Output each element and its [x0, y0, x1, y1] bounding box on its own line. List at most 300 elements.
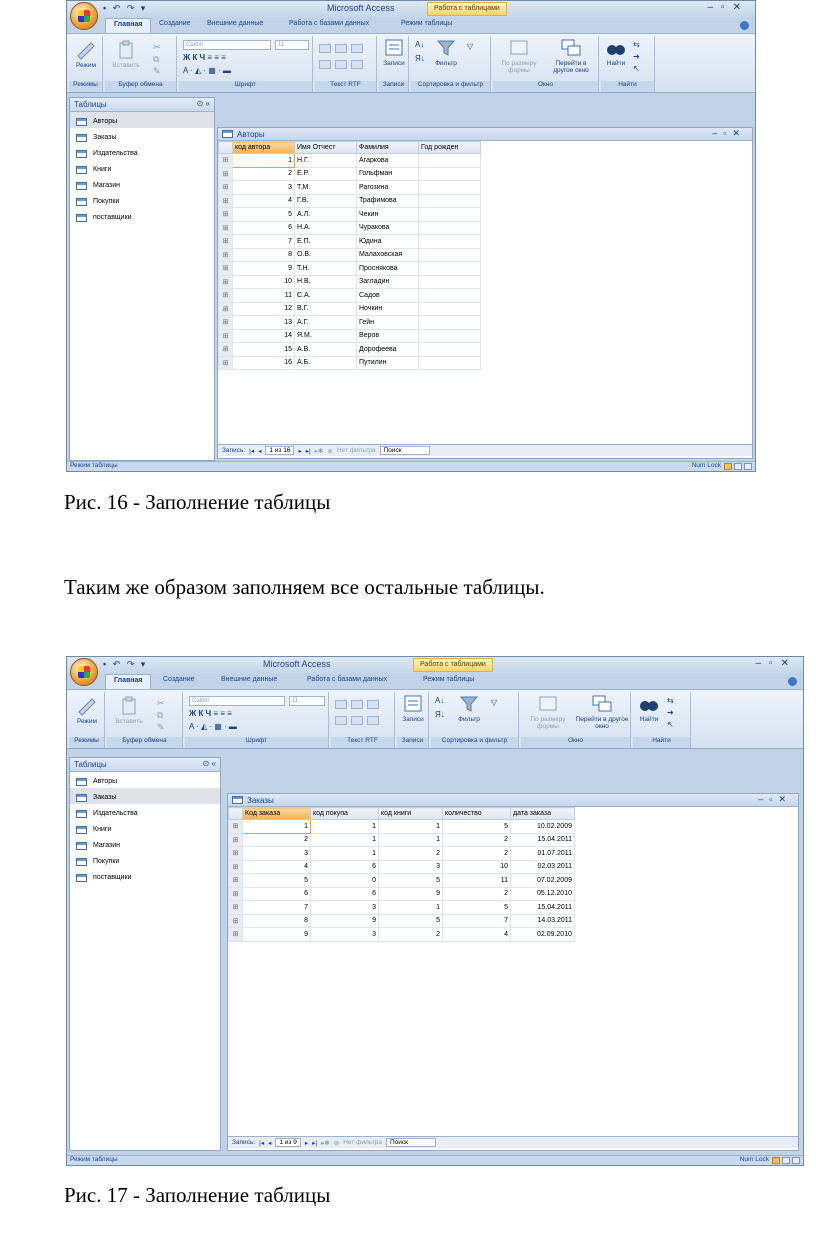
table-cell[interactable]: Путилин	[357, 356, 419, 370]
table-cell[interactable]: Ночкин	[357, 302, 419, 316]
column-header[interactable]: дата заказа	[511, 808, 575, 820]
font-name-select[interactable]: Calibri	[183, 40, 271, 50]
group-label-records: Записи	[379, 81, 408, 92]
table-row[interactable]	[219, 167, 481, 181]
filter-options-icon[interactable]: ▽	[491, 698, 498, 707]
indent-icon[interactable]	[335, 700, 347, 709]
table-window-controls[interactable]: –▫✕	[758, 794, 792, 804]
table-cell[interactable]	[419, 343, 481, 357]
table-cell[interactable]: 5	[443, 820, 511, 834]
table-cell[interactable]: 6	[243, 887, 311, 901]
column-header[interactable]: Имя Отчест	[295, 142, 357, 154]
fit-to-form-button[interactable]	[525, 694, 571, 730]
row-selector-icon[interactable]: ⊞	[229, 847, 243, 861]
row-selector-icon[interactable]: ⊞	[219, 167, 233, 181]
row-selector-icon[interactable]: ⊞	[219, 275, 233, 289]
prev-record-icon[interactable]: ◂	[268, 1139, 272, 1147]
table-cell[interactable]: 2	[379, 847, 443, 861]
new-record-icon[interactable]: ▸✱	[321, 1139, 330, 1147]
nav-pane-controls[interactable]: ⊙ «	[196, 99, 210, 108]
table-cell[interactable]	[419, 221, 481, 235]
table-cell[interactable]: Чекин	[357, 208, 419, 222]
tab-database-tools[interactable]: Работа с базами данных	[307, 676, 388, 683]
datasheet-view-icon[interactable]	[724, 463, 732, 470]
records-button[interactable]	[397, 694, 429, 723]
table-cell[interactable]: 2	[443, 887, 511, 901]
table-cell[interactable]: 10	[443, 860, 511, 874]
tab-external-data[interactable]: Внешние данные	[221, 676, 278, 683]
row-selector-icon[interactable]: ⊞	[219, 194, 233, 208]
table-cell[interactable]: Загладин	[357, 275, 419, 289]
table-cell[interactable]	[419, 262, 481, 276]
table-cell[interactable]: 8	[243, 914, 311, 928]
row-selector-icon[interactable]: ⊞	[219, 289, 233, 303]
table-row[interactable]	[229, 847, 575, 861]
table-row[interactable]	[219, 262, 481, 276]
window-controls[interactable]: –▫✕	[707, 2, 749, 13]
paste-button[interactable]	[109, 40, 143, 69]
table-icon	[232, 796, 243, 804]
table-cell[interactable]: Юдина	[357, 235, 419, 249]
help-icon[interactable]	[788, 677, 797, 686]
table-cell[interactable]: В.Г.	[295, 302, 357, 316]
table-cell[interactable]: А.В.	[295, 343, 357, 357]
row-selector-icon[interactable]: ⊞	[219, 181, 233, 195]
table-cell[interactable]: Т.Н.	[295, 262, 357, 276]
table-row[interactable]	[229, 820, 575, 834]
records-button[interactable]	[379, 38, 409, 67]
table-cell[interactable]: 5	[233, 208, 295, 222]
sort-desc-icon[interactable]: Я↓	[435, 710, 445, 719]
group-window	[521, 692, 631, 748]
nav-item-table[interactable]	[70, 852, 220, 868]
row-selector-icon[interactable]: ⊞	[229, 820, 243, 834]
table-cell[interactable]: 05.12.2010	[511, 887, 575, 901]
table-cell[interactable]: 11	[443, 874, 511, 888]
table-row[interactable]	[219, 221, 481, 235]
table-cell[interactable]: 10	[233, 275, 295, 289]
table-cell[interactable]: 1	[379, 833, 443, 847]
table-cell[interactable]: 9	[243, 928, 311, 942]
table-row[interactable]	[229, 887, 575, 901]
nav-item-table[interactable]	[70, 820, 220, 836]
nav-item-table[interactable]	[70, 192, 214, 208]
next-record-icon[interactable]: ▸	[304, 1139, 309, 1147]
table-cell[interactable]: 1	[379, 820, 443, 834]
table-row[interactable]	[219, 302, 481, 316]
table-cell[interactable]: 3	[311, 928, 379, 942]
table-cell[interactable]: 14	[233, 329, 295, 343]
table-cell[interactable]	[419, 316, 481, 330]
design-view-icon[interactable]	[792, 1157, 800, 1164]
table-cell[interactable]: А.Б.	[295, 356, 357, 370]
table-cell[interactable]: 15.04.2011	[511, 833, 575, 847]
table-cell[interactable]	[419, 329, 481, 343]
nav-item-table[interactable]	[70, 112, 214, 128]
rtl-icon[interactable]	[351, 44, 363, 53]
first-record-icon[interactable]: |◂	[249, 447, 255, 455]
nav-item-table[interactable]	[70, 772, 220, 788]
quick-access-toolbar[interactable]: ▪ ↶ ↷ ▾	[103, 659, 148, 669]
font-size-select[interactable]: 11	[275, 40, 309, 50]
table-cell[interactable]: 10.02.2009	[511, 820, 575, 834]
outdent-icon[interactable]	[335, 44, 347, 53]
format-painter-icon[interactable]: ✎	[157, 722, 165, 732]
filter-status[interactable]: Нет фильтра	[343, 1139, 382, 1146]
nav-pane-header[interactable]	[70, 98, 214, 112]
bold-italic-underline-buttons[interactable]: Ж К Ч ≡ ≡ ≡	[189, 709, 232, 718]
table-row[interactable]	[219, 356, 481, 370]
format-painter-icon[interactable]: ✎	[153, 66, 161, 76]
row-selector-icon[interactable]: ⊞	[219, 154, 233, 168]
tab-datasheet[interactable]: Режим таблицы	[423, 676, 475, 683]
table-cell[interactable]: Садов	[357, 289, 419, 303]
row-selector-icon[interactable]: ⊞	[219, 262, 233, 276]
table-row[interactable]	[219, 235, 481, 249]
table-row[interactable]	[229, 860, 575, 874]
copy-icon[interactable]: ⧉	[157, 710, 164, 720]
table-cell[interactable]: Е.Р.	[295, 167, 357, 181]
row-selector-icon[interactable]: ⊞	[219, 329, 233, 343]
table-cell[interactable]: 2	[243, 833, 311, 847]
table-row[interactable]	[219, 343, 481, 357]
row-selector-icon[interactable]: ⊞	[219, 316, 233, 330]
table-cell[interactable]	[419, 356, 481, 370]
office-button[interactable]	[70, 658, 98, 686]
goto-icon[interactable]: ➜	[633, 52, 640, 61]
row-selector-icon[interactable]: ⊞	[229, 901, 243, 915]
view-switcher[interactable]	[724, 463, 752, 470]
table-window-authors	[217, 127, 753, 459]
table-row[interactable]	[229, 901, 575, 915]
nav-item-table[interactable]	[70, 868, 220, 884]
row-selector-icon[interactable]: ⊞	[219, 235, 233, 249]
row-selector-icon[interactable]: ⊞	[229, 860, 243, 874]
table-cell[interactable]: 7	[243, 901, 311, 915]
find-button[interactable]	[635, 694, 663, 723]
nav-pane-header[interactable]	[70, 758, 220, 772]
table-cell[interactable]: 3	[311, 901, 379, 915]
nav-item-table[interactable]	[70, 804, 220, 820]
view-mode-button[interactable]	[71, 40, 101, 69]
column-header[interactable]: Код заказа	[243, 808, 311, 820]
tab-datasheet[interactable]: Режим таблицы	[401, 20, 453, 27]
new-record-icon[interactable]: ▸✱	[314, 447, 324, 455]
table-row[interactable]	[219, 289, 481, 303]
sort-desc-icon[interactable]: Я↓	[415, 54, 425, 63]
table-cell[interactable]: 02.03.2011	[511, 860, 575, 874]
indent-icon[interactable]	[319, 44, 331, 53]
context-tab-label: Работа с таблицами	[427, 2, 507, 16]
replace-icon[interactable]: ⇆	[667, 696, 674, 705]
table-cell[interactable]: Рагозина	[357, 181, 419, 195]
table-cell[interactable]	[419, 167, 481, 181]
table-row[interactable]	[219, 154, 481, 168]
table-cell[interactable]: 15.04.2011	[511, 901, 575, 915]
table-cell[interactable]: 5	[243, 874, 311, 888]
search-box[interactable]: Поиск	[386, 1138, 436, 1147]
table-cell[interactable]: Трафимова	[357, 194, 419, 208]
pivot-view-icon[interactable]	[734, 463, 742, 470]
table-cell[interactable]: 1	[243, 820, 311, 834]
table-cell[interactable]: Агаркова	[357, 154, 419, 168]
next-record-icon[interactable]: ▸	[298, 447, 302, 455]
office-button[interactable]	[70, 2, 98, 30]
column-header[interactable]: Фамилия	[357, 142, 419, 154]
numbering-icon[interactable]	[351, 716, 363, 725]
row-selector-icon[interactable]: ⊞	[229, 833, 243, 847]
table-cell[interactable]	[419, 275, 481, 289]
table-row[interactable]	[219, 208, 481, 222]
datasheet-view-icon[interactable]	[772, 1157, 780, 1164]
switch-window-button[interactable]	[575, 694, 629, 730]
table-cell[interactable]: 01.07.2011	[511, 847, 575, 861]
outdent-icon[interactable]	[351, 700, 363, 709]
table-cell[interactable]	[419, 181, 481, 195]
table-row[interactable]	[229, 833, 575, 847]
bold-italic-underline-buttons[interactable]: Ж К Ч ≡ ≡ ≡	[183, 53, 226, 62]
font-size-select[interactable]: 11	[289, 696, 325, 706]
table-cell[interactable]: А.Л.	[295, 208, 357, 222]
column-header[interactable]: код покупа	[311, 808, 379, 820]
table-cell[interactable]: 1	[311, 833, 379, 847]
table-cell[interactable]	[419, 248, 481, 262]
filter-button[interactable]	[431, 38, 461, 67]
row-selector-icon[interactable]: ⊞	[229, 914, 243, 928]
quick-access-toolbar[interactable]: ▪ ↶ ↷ ▾	[103, 3, 148, 13]
table-cell[interactable]: 3	[233, 181, 295, 195]
header-row	[229, 808, 575, 820]
table-cell[interactable]: 1	[311, 847, 379, 861]
table-cell[interactable]: 4	[243, 860, 311, 874]
row-selector-icon[interactable]: ⊞	[219, 356, 233, 370]
table-row[interactable]	[229, 914, 575, 928]
group-label-clipboard: Буфер обмена	[107, 737, 182, 748]
table-cell[interactable]: Н.Г.	[295, 154, 357, 168]
rtl-icon[interactable]	[367, 700, 379, 709]
table-row[interactable]	[219, 329, 481, 343]
paste-button[interactable]	[111, 696, 147, 725]
group-label-font: Шрифт	[179, 81, 312, 92]
table-cell[interactable]: 3	[379, 860, 443, 874]
fit-to-form-button[interactable]	[497, 38, 541, 74]
bullets-icon[interactable]	[335, 716, 347, 725]
nav-item-table[interactable]	[70, 128, 214, 144]
table-cell[interactable]: 1	[233, 154, 295, 168]
table-cell[interactable]: 5	[379, 874, 443, 888]
table-cell[interactable]: 4	[233, 194, 295, 208]
table-cell[interactable]	[419, 302, 481, 316]
column-header[interactable]: код книги	[379, 808, 443, 820]
row-selector-icon[interactable]: ⊞	[219, 248, 233, 262]
window-controls[interactable]: –▫✕	[755, 658, 797, 669]
table-cell[interactable]: 2	[379, 928, 443, 942]
table-cell[interactable]	[419, 194, 481, 208]
copy-icon[interactable]: ⧉	[153, 54, 160, 64]
table-cell[interactable]: С.А.	[295, 289, 357, 303]
table-cell[interactable]: 2	[443, 847, 511, 861]
table-row[interactable]	[219, 248, 481, 262]
row-selector-icon[interactable]: ⊞	[229, 928, 243, 942]
find-button[interactable]	[603, 38, 629, 67]
nav-item-label: Издательства	[93, 150, 138, 157]
table-icon	[76, 874, 87, 882]
row-selector-icon[interactable]: ⊞	[229, 887, 243, 901]
nav-item-table[interactable]	[70, 208, 214, 224]
table-cell[interactable]: 7	[233, 235, 295, 249]
row-selector-icon[interactable]: ⊞	[229, 874, 243, 888]
table-cell[interactable]: Чуракова	[357, 221, 419, 235]
table-cell[interactable]: 9	[233, 262, 295, 276]
table-icon	[76, 826, 87, 834]
sort-asc-icon[interactable]: A↓	[415, 40, 425, 49]
table-cell[interactable]: 3	[243, 847, 311, 861]
table-cell[interactable]: 07.02.2009	[511, 874, 575, 888]
bullets-icon[interactable]	[319, 60, 331, 69]
table-cell[interactable]: 4	[443, 928, 511, 942]
cut-icon[interactable]: ✂	[157, 698, 165, 708]
table-row[interactable]	[219, 275, 481, 289]
table-cell[interactable]: Н.А.	[295, 221, 357, 235]
last-record-icon[interactable]: ▸|	[305, 447, 311, 455]
row-selector-icon[interactable]: ⊞	[219, 302, 233, 316]
table-window-controls[interactable]: –▫✕	[712, 128, 746, 138]
pivot-view-icon[interactable]	[782, 1157, 790, 1164]
last-record-icon[interactable]: ▸|	[312, 1139, 318, 1147]
select-icon[interactable]: ↖	[667, 720, 674, 729]
tab-home[interactable]: Главная	[105, 18, 151, 33]
table-cell[interactable]: 02.09.2010	[511, 928, 575, 942]
column-header[interactable]: количество	[443, 808, 511, 820]
table-cell[interactable]: Гольфман	[357, 167, 419, 181]
table-cell[interactable]: О.В.	[295, 248, 357, 262]
select-icon[interactable]: ↖	[633, 64, 640, 73]
table-cell[interactable]: Е.П.	[295, 235, 357, 249]
tab-home[interactable]: Главная	[105, 674, 151, 689]
table-cell[interactable]: 2	[233, 167, 295, 181]
view-switcher[interactable]	[772, 1157, 800, 1164]
table-row[interactable]	[229, 928, 575, 942]
help-icon[interactable]	[740, 21, 749, 30]
table-cell[interactable]: 15	[233, 343, 295, 357]
table-row[interactable]	[219, 194, 481, 208]
table-cell[interactable]: 1	[379, 901, 443, 915]
replace-icon[interactable]: ⇆	[633, 40, 640, 49]
row-selector-icon[interactable]: ⊞	[219, 208, 233, 222]
nav-item-table[interactable]	[70, 788, 220, 804]
table-cell[interactable]: 9	[379, 887, 443, 901]
tab-database-tools[interactable]: Работа с базами данных	[289, 20, 370, 27]
table-cell[interactable]: 5	[443, 901, 511, 915]
font-name-select[interactable]: Calibri	[189, 696, 285, 706]
nav-item-label: поставщики	[93, 874, 132, 881]
nav-item-table[interactable]	[70, 160, 214, 176]
tab-create[interactable]: Создание	[163, 676, 195, 683]
numbering-icon[interactable]	[335, 60, 347, 69]
table-cell[interactable]: 1	[311, 820, 379, 834]
search-box[interactable]: Поиск	[380, 446, 430, 455]
table-cell[interactable]: 11	[233, 289, 295, 303]
highlight-icon[interactable]	[367, 716, 379, 725]
table-cell[interactable]: Я.М.	[295, 329, 357, 343]
filter-status[interactable]: Нет фильтра	[336, 447, 376, 454]
table-cell[interactable]: 6	[233, 221, 295, 235]
table-cell[interactable]: Проснякова	[357, 262, 419, 276]
column-header[interactable]: Год рожден	[419, 142, 481, 154]
table-cell[interactable]: 2	[443, 833, 511, 847]
font-color-buttons[interactable]: A · ◭ · ▦ · ▬	[183, 66, 231, 75]
table-row[interactable]	[219, 316, 481, 330]
datasheet	[228, 807, 575, 942]
table-cell[interactable]: Т.М.	[295, 181, 357, 195]
record-position-field[interactable]: 1 из 16	[265, 446, 294, 455]
record-position-field[interactable]: 1 из 9	[275, 1138, 300, 1147]
table-cell[interactable]	[419, 289, 481, 303]
table-cell[interactable]: Г.В.	[295, 194, 357, 208]
table-cell[interactable]: 0	[311, 874, 379, 888]
filter-button[interactable]	[453, 694, 485, 723]
cut-icon[interactable]: ✂	[153, 42, 161, 52]
table-cell[interactable]: 16	[233, 356, 295, 370]
table-cell[interactable]	[419, 235, 481, 249]
sort-asc-icon[interactable]: A↓	[435, 696, 445, 705]
tab-external-data[interactable]: Внешние данные	[207, 20, 264, 27]
tab-create[interactable]: Создание	[159, 20, 191, 27]
record-nav-label: Запись:	[232, 1139, 256, 1146]
filter-options-icon[interactable]: ▽	[467, 42, 474, 51]
table-cell[interactable]: 8	[233, 248, 295, 262]
design-view-icon[interactable]	[744, 463, 752, 470]
table-cell[interactable]: 6	[311, 887, 379, 901]
table-cell[interactable]: 5	[379, 914, 443, 928]
font-color-buttons[interactable]: A · ◭ · ▦ · ▬	[189, 722, 237, 731]
table-cell[interactable]: 9	[311, 914, 379, 928]
row-selector-icon[interactable]: ⊞	[219, 343, 233, 357]
row-selector-icon[interactable]: ⊞	[219, 221, 233, 235]
first-record-icon[interactable]: |◂	[259, 1139, 265, 1147]
table-cell[interactable]: Дорофеева	[357, 343, 419, 357]
nav-item-table[interactable]	[70, 144, 214, 160]
table-row[interactable]	[219, 181, 481, 195]
nav-pane-controls[interactable]: ⊙ «	[202, 759, 216, 768]
table-cell[interactable]	[419, 154, 481, 168]
prev-record-icon[interactable]: ◂	[258, 447, 262, 455]
table-cell[interactable]: 6	[311, 860, 379, 874]
highlight-icon[interactable]	[351, 60, 363, 69]
table-cell[interactable]: 14.03.2011	[511, 914, 575, 928]
table-row[interactable]	[229, 874, 575, 888]
table-cell[interactable]: Малаховская	[357, 248, 419, 262]
table-cell[interactable]: Гейн	[357, 316, 419, 330]
table-cell[interactable]: Веров	[357, 329, 419, 343]
column-header[interactable]: код автора	[233, 142, 295, 154]
table-cell[interactable]	[419, 208, 481, 222]
select-all-corner[interactable]	[219, 142, 233, 154]
paste-label: Вставить	[115, 718, 143, 725]
nav-item-table[interactable]	[70, 836, 220, 852]
select-all-corner[interactable]	[229, 808, 243, 820]
table-cell[interactable]: А.Г.	[295, 316, 357, 330]
goto-icon[interactable]: ➜	[667, 708, 674, 717]
table-cell[interactable]: Н.В.	[295, 275, 357, 289]
switch-window-button[interactable]	[545, 38, 597, 74]
table-cell[interactable]: 7	[443, 914, 511, 928]
table-cell[interactable]: 13	[233, 316, 295, 330]
table-cell[interactable]: 12	[233, 302, 295, 316]
nav-item-table[interactable]	[70, 176, 214, 192]
group-label-font: Шрифт	[185, 737, 328, 748]
view-mode-button[interactable]	[71, 696, 103, 725]
